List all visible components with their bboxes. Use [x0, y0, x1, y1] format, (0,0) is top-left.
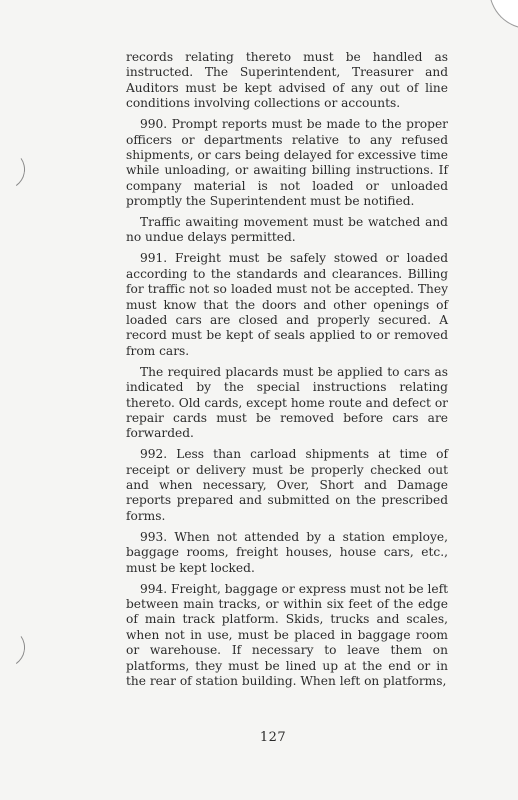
paragraph-placards: The required placards must be applied to cars as indicated by the special instructions relating thereto. Old cards, except home route and defect or repair cards must be removed before cars are forwarded.	[126, 364, 448, 441]
paragraph-rule-994: 994. Freight, baggage or express must not be left between main tracks, or within six feet of the edge of main track platform. Skids, trucks and scales, when not in use, must be placed in baggage room or warehouse. If necessary to leave them on platforms, they must be lined up at the end or in the rear of station building. When left on platforms,	[126, 581, 448, 688]
paragraph-rule-992: 992. Less than carload shipments at time of receipt or delivery must be properly checked out and when necessary, Over, Short and Damage reports prepared and submitted on the prescribed forms.	[126, 447, 448, 523]
page-number: 127	[259, 730, 287, 745]
paragraph-rule-991: 991. Freight must be safely stowed or loaded according to the standards and clearances. Billing for traffic not so loaded must not be accepted. They must know that the doors and other openings of loaded cars are closed and properly secured. A record must be kept of seals applied to or removed from cars.	[126, 251, 448, 358]
page-corner-curl	[489, 0, 518, 29]
paragraph-traffic: Traffic awaiting movement must be watched and no undue delays permitted.	[126, 215, 448, 245]
body-text	[126, 50, 448, 695]
paragraph-rule-993: 993. When not attended by a station employe, baggage rooms, freight houses, house cars, etc., must be kept locked.	[126, 529, 448, 575]
binder-hole-bottom	[0, 625, 28, 670]
paragraph-continuation: records relating thereto must be handled as instructed. The Superintendent, Treasurer and Auditors must be kept advised of any out of line conditions involving collections or accounts.	[126, 50, 448, 111]
paragraph-rule-990: 990. Prompt reports must be made to the proper officers or departments relative to any refused shipments, or cars being delayed for excessive time while unloading, or awaiting billing instructions. If company material is not loaded or unloaded promptly the Superintendent must be notified.	[126, 117, 448, 209]
binder-hole-top	[0, 147, 28, 192]
